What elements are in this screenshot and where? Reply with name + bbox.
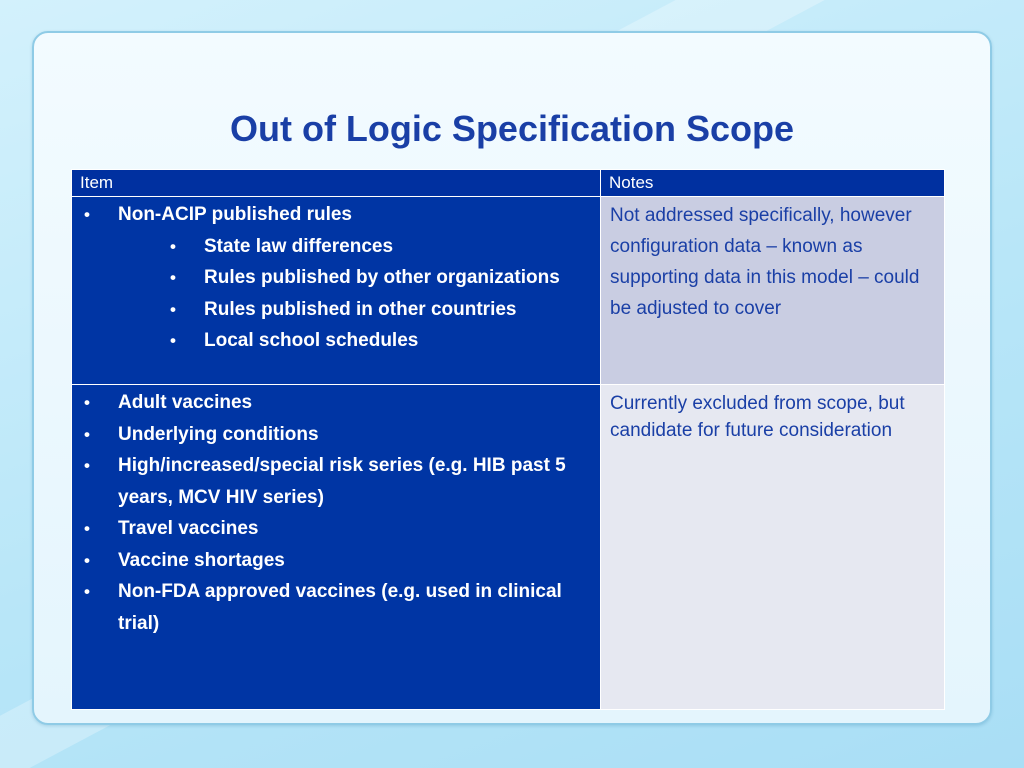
item-cell (72, 197, 601, 385)
list-item (78, 419, 594, 451)
list-item (78, 199, 594, 357)
notes-cell (601, 385, 945, 710)
bullet-icon: • (84, 393, 90, 412)
bullet-icon: • (170, 268, 176, 287)
list-item-label: Vaccine shortages (118, 549, 285, 571)
bullet-icon: • (170, 236, 176, 256)
header-notes: Notes (601, 170, 945, 197)
notes-cell (601, 197, 945, 385)
list-item-label: High/increased/special risk series (e.g. HIB past 5 years, MCV HIV series) (118, 455, 566, 508)
bullet-icon: • (84, 550, 90, 570)
item-list (78, 199, 594, 357)
item-cell (72, 385, 601, 710)
slide-title: Out of Logic Specification Scope (229, 108, 795, 149)
list-item-label: Underlying conditions (118, 423, 319, 445)
scope-table (71, 169, 945, 710)
bullet-icon: • (170, 331, 176, 350)
header-item: Item (72, 170, 601, 197)
list-item (78, 450, 594, 513)
bullet-icon: • (170, 299, 176, 319)
list-item (78, 513, 594, 545)
sub-list-item (118, 294, 594, 326)
sub-list-item-label: Local school schedules (204, 330, 419, 351)
table-header-row (72, 170, 945, 197)
list-item-label: Travel vaccines (118, 518, 259, 539)
list-item (78, 387, 594, 419)
list-item (78, 576, 594, 639)
sub-list-item-label: Rules published in other countries (204, 298, 517, 320)
bullet-icon: • (84, 424, 90, 444)
bullet-icon: • (84, 582, 90, 601)
item-list (78, 387, 594, 639)
bullet-icon: • (84, 205, 90, 224)
list-item-label: Non-ACIP published rules (118, 204, 353, 225)
sub-item-list (118, 231, 594, 357)
sub-list-item (118, 231, 594, 263)
list-item-label: Adult vaccines (118, 392, 253, 413)
list-item-label: Non-FDA approved vaccines (e.g. used in clinical trial) (118, 581, 562, 634)
table-row (72, 385, 945, 710)
table-row (72, 197, 945, 385)
bullet-icon: • (84, 456, 90, 475)
list-item (78, 545, 594, 577)
sub-list-item-label: State law differences (204, 235, 394, 257)
bullet-icon: • (84, 519, 90, 538)
notes-text: Currently excluded from scope, but candidate for future consideration (610, 393, 905, 441)
notes-text: Not addressed specifically, however configuration data – known as supporting data in this model – could be adjusted to cover (610, 205, 920, 319)
sub-list-item-label: Rules published by other organizations (204, 267, 560, 288)
sub-list-item (118, 262, 594, 294)
sub-list-item (118, 325, 594, 357)
